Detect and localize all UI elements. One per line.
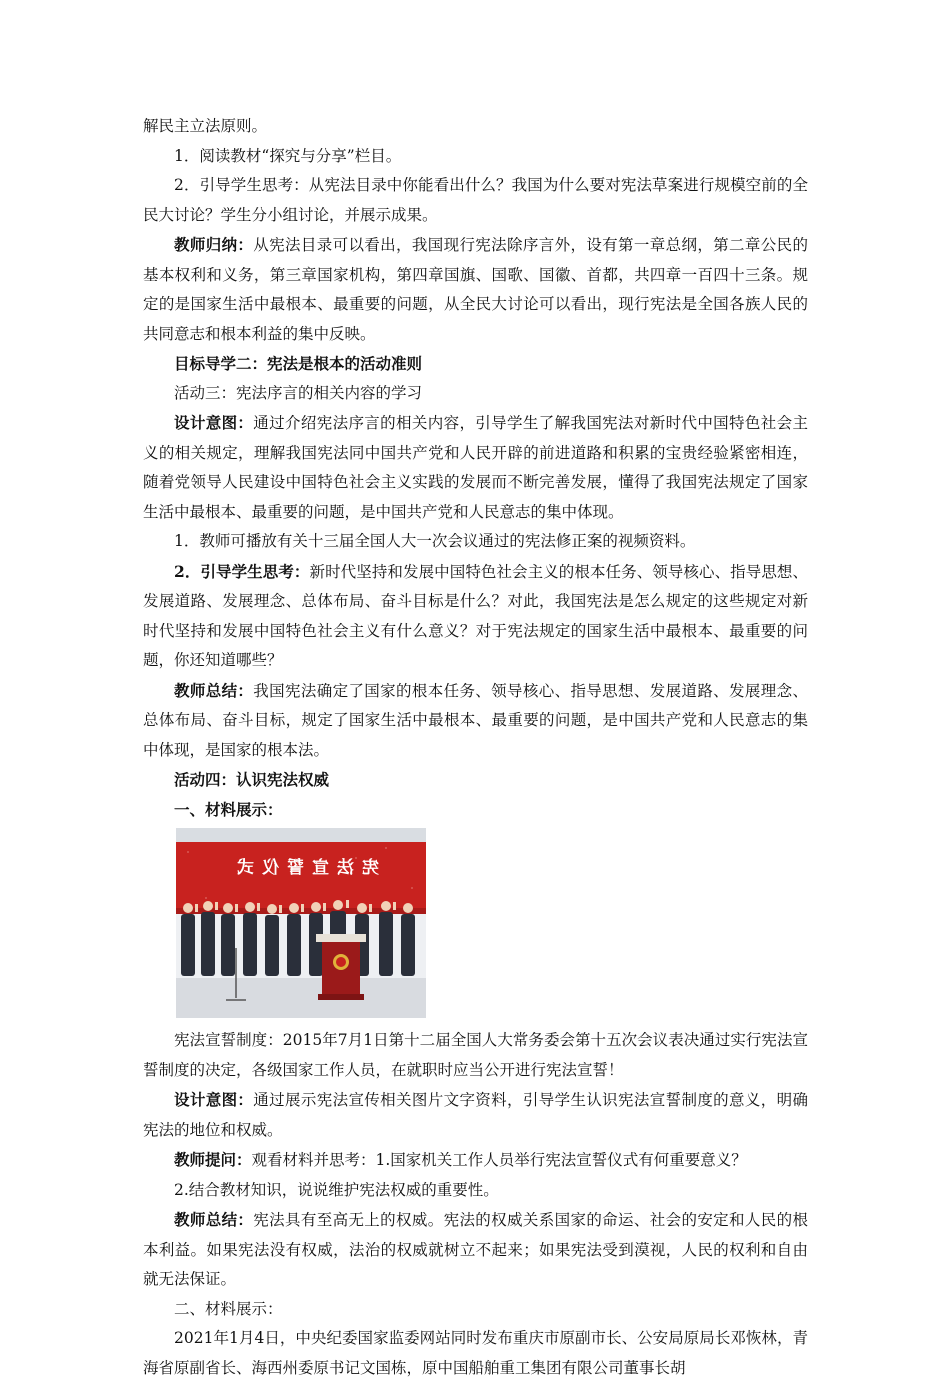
text: 从宪法目录可以看出，我国现行宪法除序言外，设有第一章总纲，第二章公民的基本权利和义务，第三章国家机构，第四章国旗、国歌、国徽、首都，共四章一百四十三条。规定的是国家生活中最根本、最重要的问题，从全民大讨论可以看出，现行宪法是全国各族人民的共同意志和根本利益的集中反映。 — [143, 236, 808, 343]
step-read-textbook: 1．阅读教材“探究与分享”栏目。 — [174, 146, 402, 165]
design-intent-1 — [143, 408, 808, 527]
section-heading-goal-2: 目标导学二：宪法是根本的活动准则 — [174, 354, 423, 373]
oath-ceremony-photo — [176, 828, 426, 1018]
step-guide-thinking: 2．引导学生思考：从宪法目录中你能看出什么？我国为什么要对宪法草案进行规模空前的全民大讨论？学生分小组讨论，并展示成果。 — [143, 176, 808, 224]
text: 新时代坚持和发展中国特色社会主义的根本任务、领导核心、指导思想、发展道路、发展理念、总体布局、奋斗目标是什么？对此，我国宪法是怎么规定的这些规定对新时代坚持和发展中国特色社会主义有什么意义？对于宪法规定的国家生活中最根本、最重要的问题，你还知道哪些？ — [143, 562, 808, 669]
step-play-video: 1．教师可播放有关十三届全国人大一次会议通过的宪法修正案的视频资料。 — [174, 532, 696, 550]
material-heading-2: 二、材料展示： — [174, 1299, 283, 1318]
photo-banner-text: 宪法宣誓仪式 — [229, 858, 379, 878]
teacher-summary-3 — [143, 1205, 808, 1295]
activity-4-heading: 活动四：认识宪法权威 — [174, 770, 330, 789]
label: 教师归纳： — [174, 235, 254, 254]
material-heading-1: 一、材料展示： — [174, 799, 283, 819]
label: 设计意图： — [174, 1090, 254, 1109]
paragraph-continued: 解民主立法原则。 — [143, 117, 268, 135]
text: 我国宪法确定了国家的根本任务、领导核心、指导思想、发展道路、发展理念、总体布局、奋斗目标，规定了国家生活中最根本、最重要的问题，是中国共产党和人民意志的集中体现，是国家的根本法。 — [143, 681, 808, 759]
teacher-question — [143, 1145, 808, 1176]
activity-3-heading: 活动三：宪法序言的相关内容的学习 — [174, 383, 423, 402]
label: 教师提问： — [174, 1150, 252, 1169]
text: 通过展示宪法宣传相关图片文字资料，引导学生认识宪法宣誓制度的意义，明确宪法的地位和权威。 — [143, 1091, 808, 1139]
design-intent-2 — [143, 1085, 808, 1145]
label: 教师总结： — [174, 680, 254, 700]
document-body — [143, 112, 808, 1383]
label: 教师总结： — [174, 1210, 254, 1229]
text: 宪法具有至高无上的权威。宪法的权威关系国家的命运、社会的安定和人民的根本利益。如果宪法没有权威，法治的权威就树立不起来；如果宪法受到漠视，人民的权利和自由就无法保证。 — [143, 1211, 808, 1288]
material-text-2: 2021年1月4日，中央纪委国家监委网站同时发布重庆市原副市长、公安局原局长邓恢林，青海省原副省长、海西州委原书记文国栋，原中国船舶重工集团有限公司董事长胡 — [143, 1329, 808, 1377]
teacher-summary-2 — [143, 676, 808, 766]
label: 2．引导学生思考： — [174, 561, 310, 581]
text: 通过介绍宪法序言的相关内容，引导学生了解我国宪法对新时代中国特色社会主义的相关规定，理解我国宪法同中国共产党和人民开辟的前进道路和积累的宝贵经验紧密相连，随着党领导人民建设中国特色社会主义实践的发展而不断完善发展，懂得了我国宪法规定了国家生活中最根本、最重要的问题，是中国共产党和人民意志的集中体现。 — [143, 414, 808, 521]
text: 观看材料并思考：1.国家机关工作人员举行宪法宣誓仪式有何重要意义？ — [251, 1151, 747, 1169]
oath-system-text: 宪法宣誓制度：2015年7月1日第十二届全国人大常务委会第十五次会议表决通过实行宪法宣誓制度的决定，各级国家工作人员，在就职时应当公开进行宪法宣誓！ — [143, 1031, 808, 1079]
step-guide-thinking-2 — [143, 557, 808, 676]
question-2: 2.结合教材知识，说说维护宪法权威的重要性。 — [174, 1180, 499, 1199]
label: 设计意图： — [174, 413, 254, 432]
podium — [316, 934, 366, 1000]
teacher-summary-1 — [143, 230, 808, 349]
